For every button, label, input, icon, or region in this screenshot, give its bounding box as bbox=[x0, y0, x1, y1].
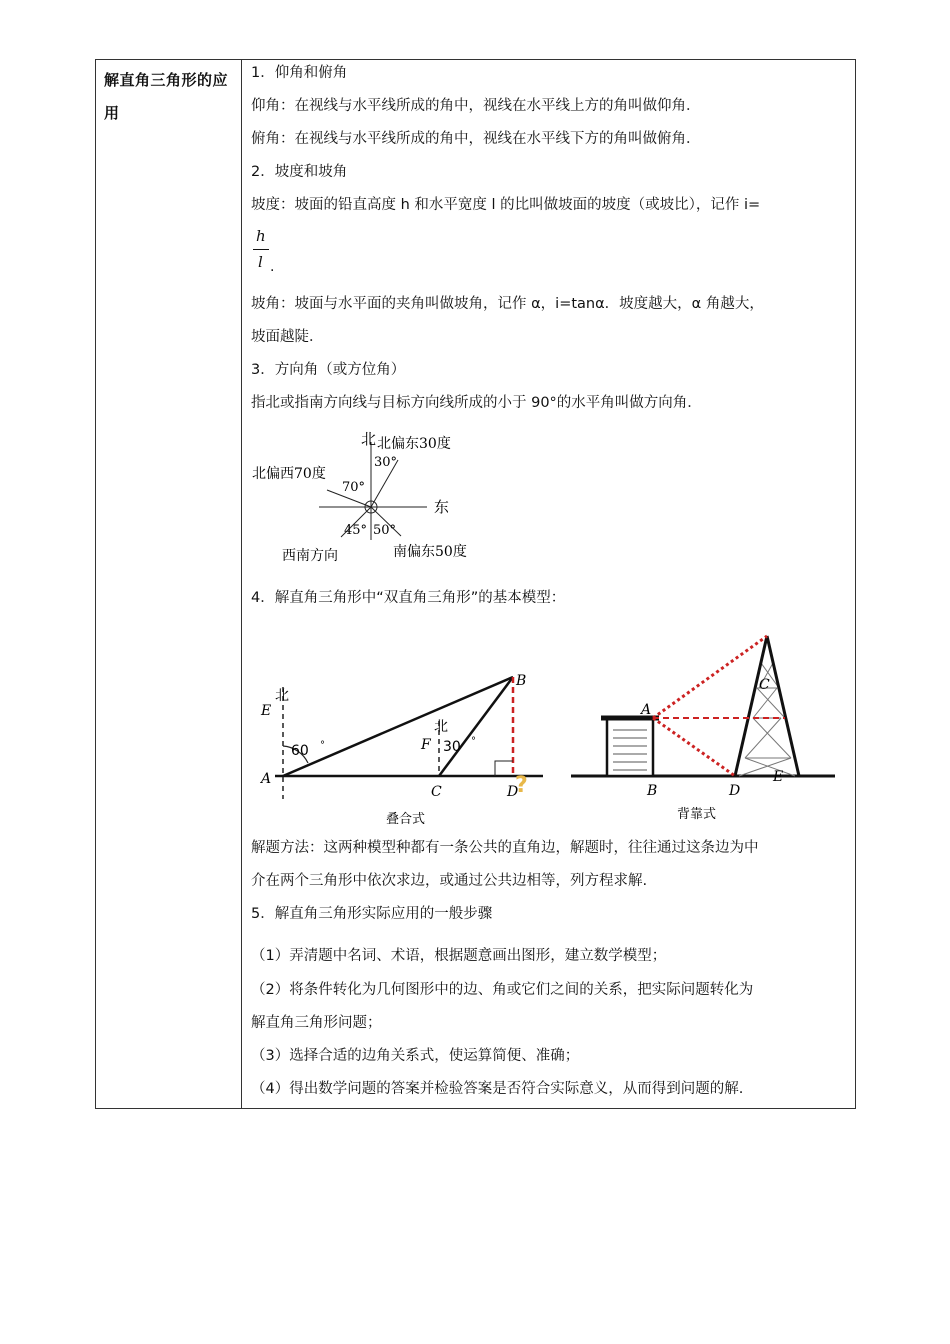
se-label: 南偏东50度 bbox=[393, 544, 467, 560]
heading-4: 4．解直角三角形中“双直角三角形”的基本模型： bbox=[251, 590, 566, 606]
north-c: 北 bbox=[434, 719, 448, 735]
point-f: F bbox=[421, 737, 431, 753]
question-mark: ? bbox=[515, 773, 528, 798]
nw-label: 北偏西70度 bbox=[252, 466, 326, 482]
tower-right-leg bbox=[767, 636, 799, 776]
step-2: （2）将条件转化为几何图形中的边、角或它们之间的关系，把实际问题转化为 bbox=[251, 982, 754, 998]
point-d: D bbox=[507, 784, 519, 800]
caption-overlap: 叠合式 bbox=[386, 812, 426, 825]
text-method-2: 介在两个三角形中依次求边，或通过公共边相等，列方程求解. bbox=[251, 873, 648, 889]
step-4: （4）得出数学问题的答案并检验答案是否符合实际意义，从而得到问题的解. bbox=[251, 1081, 744, 1097]
fraction-numerator: h bbox=[256, 227, 266, 245]
text-slope-angle: 坡角：坡面与水平面的夹角叫做坡角，记作 α，i=tanα．坡度越大，α 角越大， bbox=[251, 296, 764, 312]
left-cell bbox=[96, 60, 242, 1108]
line-ad bbox=[653, 718, 735, 776]
north-a: 北 bbox=[275, 688, 289, 704]
fraction-end: . bbox=[270, 259, 275, 275]
heading-3: 3．方向角（或方位角） bbox=[251, 362, 406, 378]
angle-30: 30 bbox=[443, 739, 461, 755]
right-angle-mark bbox=[495, 761, 513, 776]
fraction-bar bbox=[253, 249, 269, 250]
fraction-denominator: l bbox=[258, 253, 263, 271]
text-slope: 坡度：坡面的铅直高度 h 和水平宽度 l 的比叫做坡面的坡度（或坡比），记作 i= bbox=[251, 197, 761, 213]
compass-north: 北 bbox=[361, 430, 377, 448]
caption-backtoback: 背靠式 bbox=[677, 807, 717, 822]
heading-1: 1．仰角和俯角 bbox=[251, 65, 348, 81]
point-a: A bbox=[261, 771, 272, 787]
text-slope-angle-2: 坡面越陡． bbox=[251, 329, 324, 345]
point-c: C bbox=[431, 784, 442, 800]
text-elevation: 仰角：在视线与水平线所成的角中，视线在水平线上方的角叫做仰角． bbox=[251, 98, 701, 114]
backtoback-model-diagram bbox=[569, 618, 845, 830]
angle-60: 60 bbox=[291, 743, 309, 759]
heading-2: 2．坡度和坡角 bbox=[251, 164, 348, 180]
heading-5: 5．解直角三角形实际应用的一般步骤 bbox=[251, 906, 493, 922]
text-method: 解题方法：这两种模型种都有一条公共的直角边，解题时，往往通过这条边为中 bbox=[251, 840, 759, 856]
right-cell bbox=[243, 60, 855, 1108]
line-ab bbox=[283, 677, 513, 776]
text-direction: 指北或指南方向线与目标方向线所成的小于 90°的水平角叫做方向角． bbox=[251, 395, 702, 411]
step-2-cont: 解直角三角形问题； bbox=[251, 1015, 382, 1031]
ne-angle: 30° bbox=[374, 455, 398, 470]
se-angle: 50° bbox=[373, 523, 397, 538]
point-c2: C bbox=[759, 677, 770, 693]
point-e: E bbox=[261, 703, 272, 719]
step-3: （3）选择合适的边角关系式，使运算简便、准确； bbox=[251, 1048, 580, 1064]
compass-diagram bbox=[247, 428, 507, 568]
deg-60: ° bbox=[320, 740, 325, 751]
text-depression: 俯角：在视线与水平线所成的角中，视线在水平线下方的角叫做俯角． bbox=[251, 131, 701, 147]
point-e2: E bbox=[773, 769, 784, 785]
point-d2: D bbox=[729, 783, 741, 799]
point-a2: A bbox=[641, 702, 652, 718]
step-1: （1）弄清题中名词、术语，根据题意画出图形，建立数学模型； bbox=[251, 948, 667, 964]
point-b: B bbox=[516, 673, 527, 689]
left-title: 解直角三角形的应用 bbox=[104, 71, 229, 122]
building bbox=[607, 718, 653, 776]
point-b2: B bbox=[647, 783, 658, 799]
compass-east: 东 bbox=[434, 498, 450, 516]
sw-label: 西南方向 bbox=[282, 548, 338, 564]
sw-angle: 45° bbox=[344, 523, 368, 538]
content-table bbox=[95, 59, 856, 1109]
nw-angle: 70° bbox=[342, 480, 366, 495]
ne-label: 北偏东30度 bbox=[377, 436, 451, 452]
deg-30: ° bbox=[471, 736, 476, 747]
overlap-model-diagram bbox=[251, 665, 557, 825]
